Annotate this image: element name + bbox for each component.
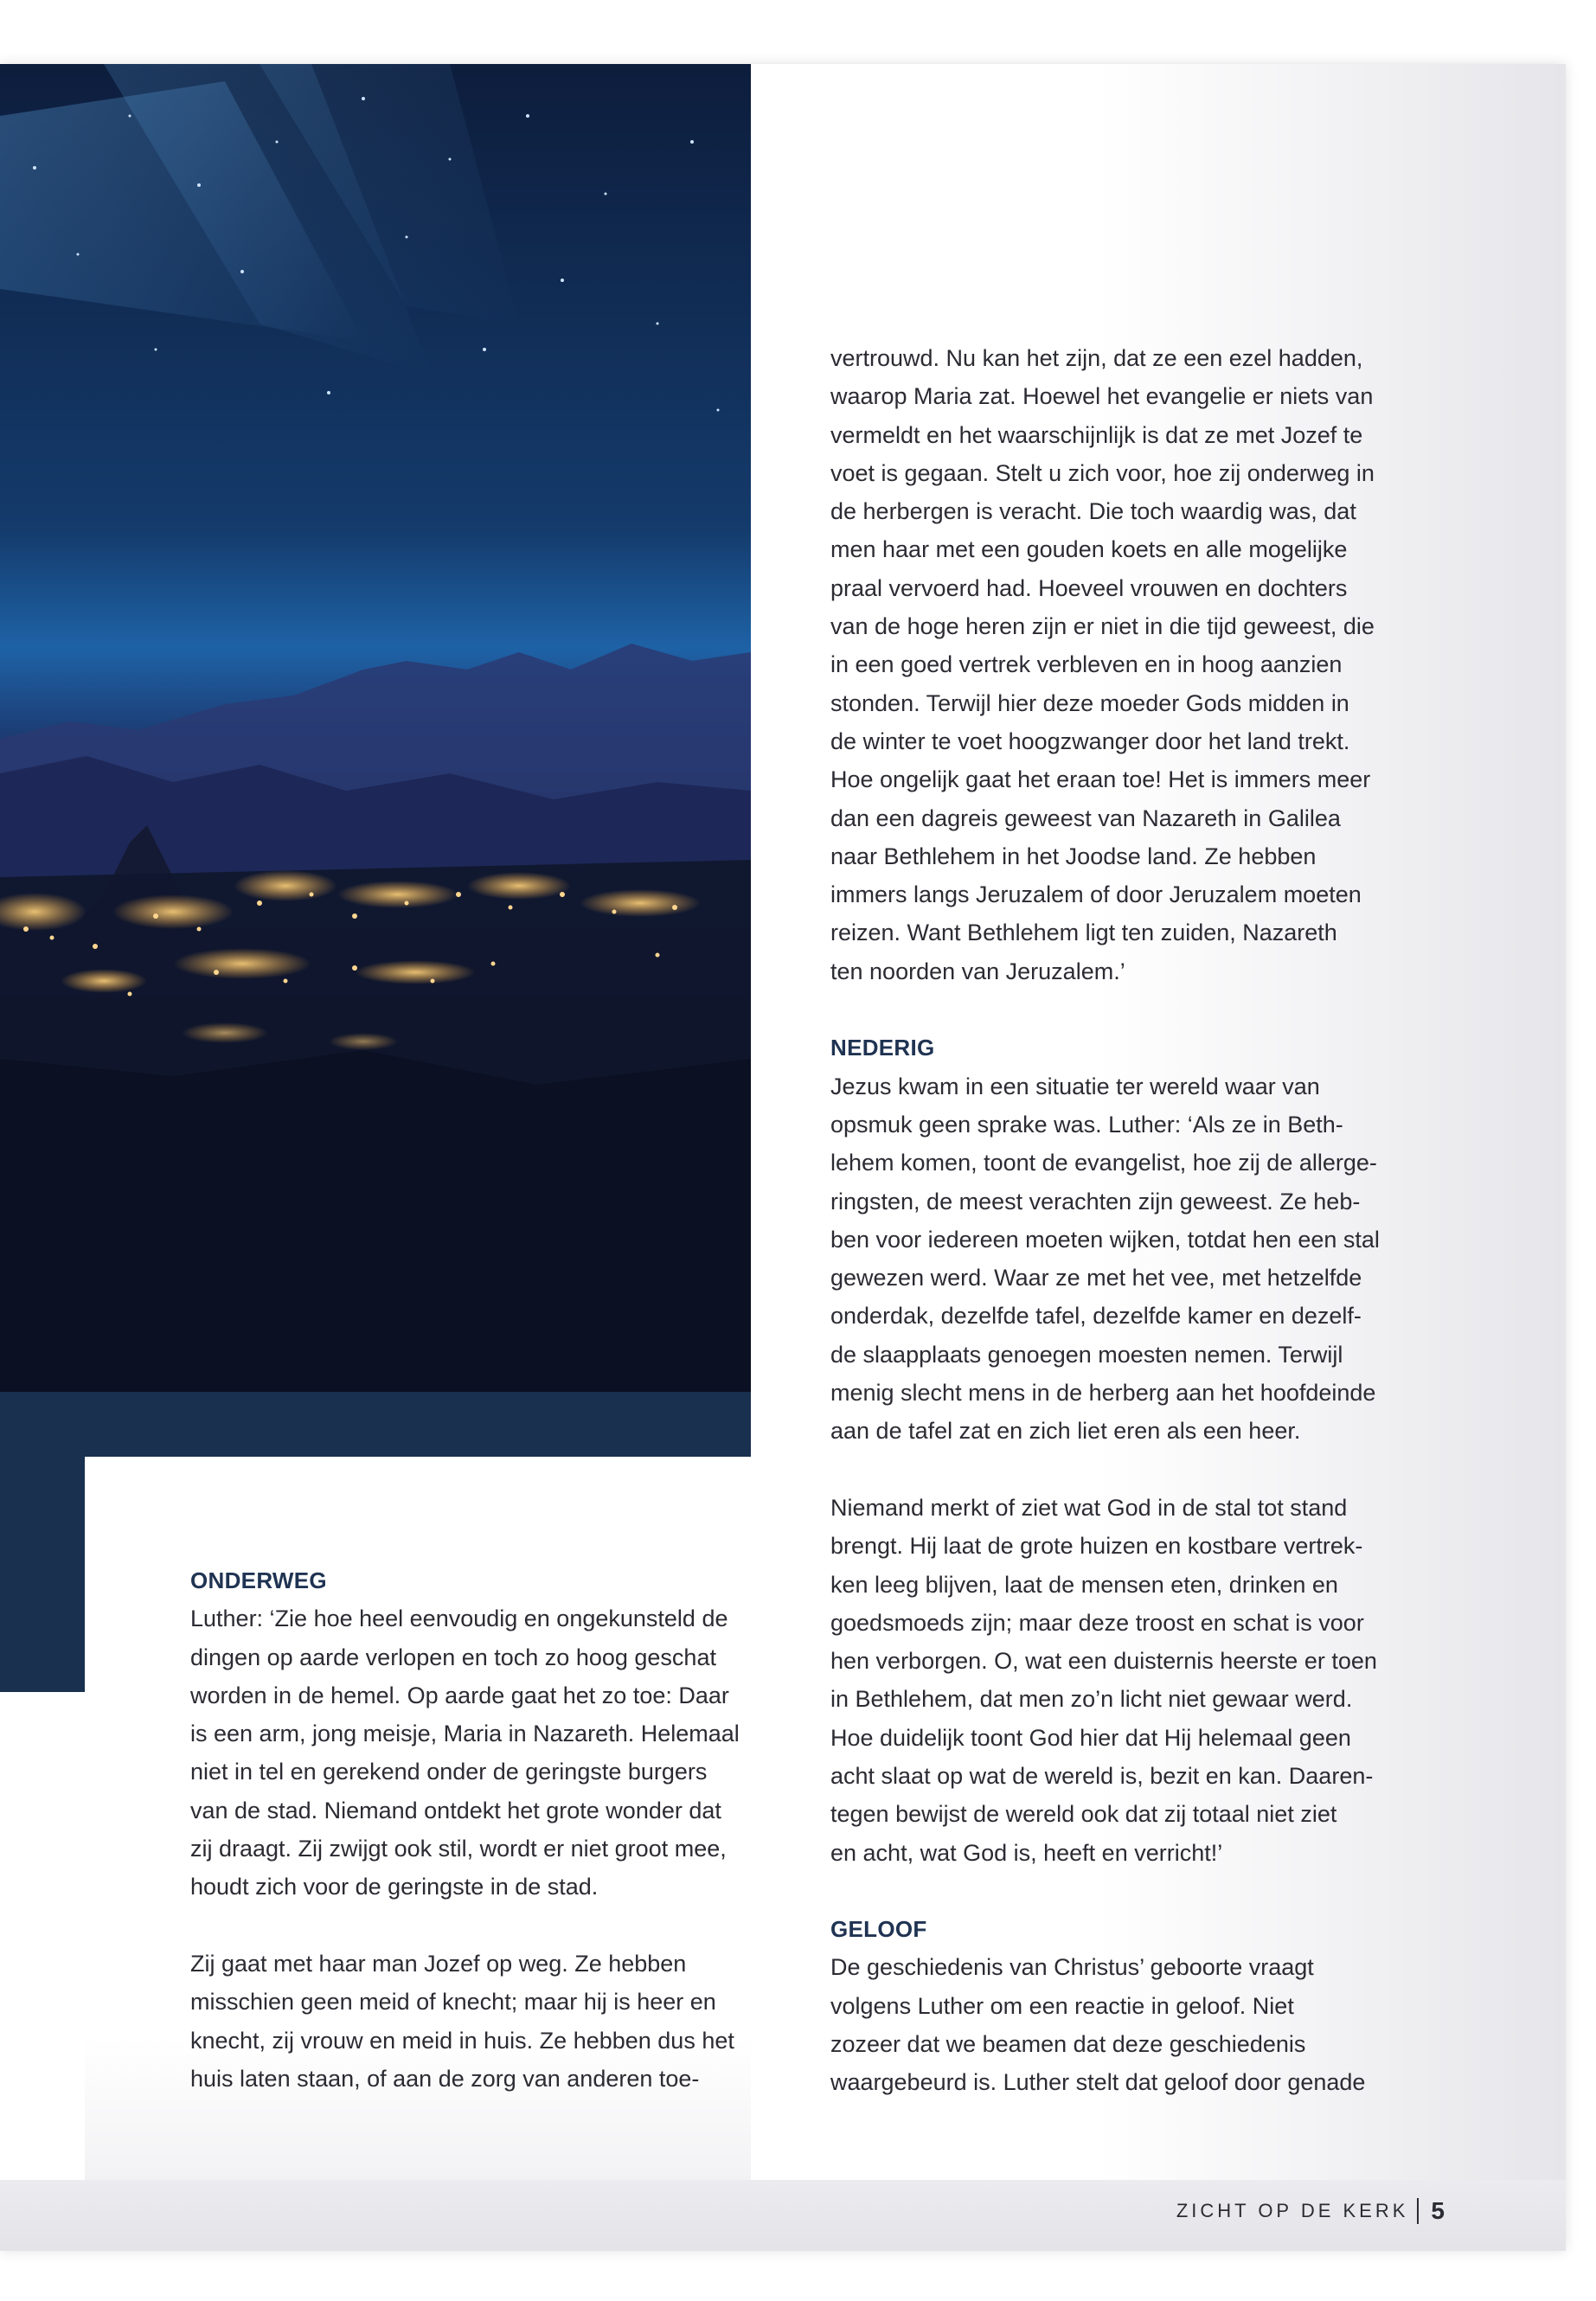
magazine-title: ZICHT OP DE KERK: [1176, 2200, 1409, 2221]
paragraph: Niemand merkt of ziet wat God in de stal tot stand brengt. Hij laat de grote huizen en kostbare vertrek- ken leeg blijven, laat de mensen eten, drinken en goedsmoeds zijn; maar deze troost en schat is voor hen verborgen. O, wat een duisternis heerste er toen in Bethlehem, dat men zo’n licht niet gewaar werd. Hoe duidelijk toont God hier dat Hij helemaal geen acht slaat op wat de wereld is, bezit en kan. Daaren- tegen bewijst de wereld ook dat zij totaal niet ziet en acht, wat God is, heeft en verricht!’: [830, 1494, 1377, 1866]
page-number: 5: [1431, 2197, 1445, 2224]
footer-divider: [1417, 2198, 1419, 2224]
night-landscape-photo: [0, 64, 751, 1392]
paragraph: vertrouwd. Nu kan het zijn, dat ze een ezel hadden, waarop Maria zat. Hoewel het evangelie er niets van vermeldt en het waarschijnlijk is dat ze met Jozef te voet is gegaan. Stelt u zich voor, hoe zij onderweg in de herbergen is veracht. Die toch waardig was, dat men haar met een gouden koets en alle mogelijke praal vervoerd had. Hoeveel vrouwen en dochters van de hoge heren zijn er niet in die tijd geweest, die in een goed vertrek verbleven en in hoog aanzien stonden. Terwijl hier deze moeder Gods midden in de winter te voet hoogzwanger door het land trekt. Hoe ongelijk gaat het eraan toe! Het is immers meer dan een dagreis geweest van Nazareth in Galilea naar Bethlehem in het Joodse land. Ze hebben immers langs Jeruzalem of door Jeruzalem moeten reizen. Want Bethlehem ligt ten zuiden, Nazareth ten noorden van Jeruzalem.’: [830, 345, 1375, 984]
section-heading-nederig: NEDERIG: [830, 1035, 935, 1061]
left-column: [190, 1561, 787, 2098]
page-footer: [1176, 2197, 1445, 2225]
paragraph: Jezus kwam in een situatie ter wereld waar van opsmuk geen sprake was. Luther: ‘Als ze in Beth- lehem komen, toont de evangelist, hoe zij de allerge- ringsten, de meest verachten zijn geweest. Ze heb- ben voor iedereen moeten wijken, totdat hen een stal gewezen werd. Waar ze met het vee, met hetzelfde onderdak, dezelfde tafel, dezelfde kamer en dezelf- de slaapplaats genoegen moesten nemen. Terwijl menig slecht mens in de herberg aan het hoofdeinde aan de tafel zat en zich liet eren als een heer.: [830, 1073, 1380, 1445]
paragraph: Zij gaat met haar man Jozef op weg. Ze hebben misschien geen meid of knecht; maar hij is heer en knecht, zij vrouw en meid in huis. Ze hebben dus het huis laten staan, of aan de zorg van anderen toe-: [190, 1950, 734, 2092]
section-heading-geloof: GELOOF: [830, 1916, 927, 1943]
right-column: [830, 339, 1427, 2102]
navy-accent-side: [0, 1457, 85, 1692]
paragraph: De geschiedenis van Christus’ geboorte vraagt volgens Luther om een reactie in geloof. Niet zozeer dat we beamen dat deze geschiedenis waargebeurd is. Luther stelt dat geloof door genade: [830, 1954, 1366, 2096]
photo-illustration: [0, 64, 751, 1392]
foreground: [0, 1050, 751, 1392]
section-heading-onderweg: ONDERWEG: [190, 1567, 327, 1593]
paragraph: Luther: ‘Zie hoe heel eenvoudig en ongekunsteld de dingen op aarde verlopen en toch zo hoog geschat worden in de hemel. Op aarde gaat het zo toe: Daar is een arm, jong meisje, Maria in Nazareth. Helemaal niet in tel en gerekend onder de geringste burgers van de stad. Niemand ontdekt het grote wonder dat zij draagt. Zij zwijgt ook stil, wordt er niet groot mee, houdt zich voor de geringste in de stad.: [190, 1606, 740, 1900]
navy-accent-block: [0, 1392, 751, 1457]
